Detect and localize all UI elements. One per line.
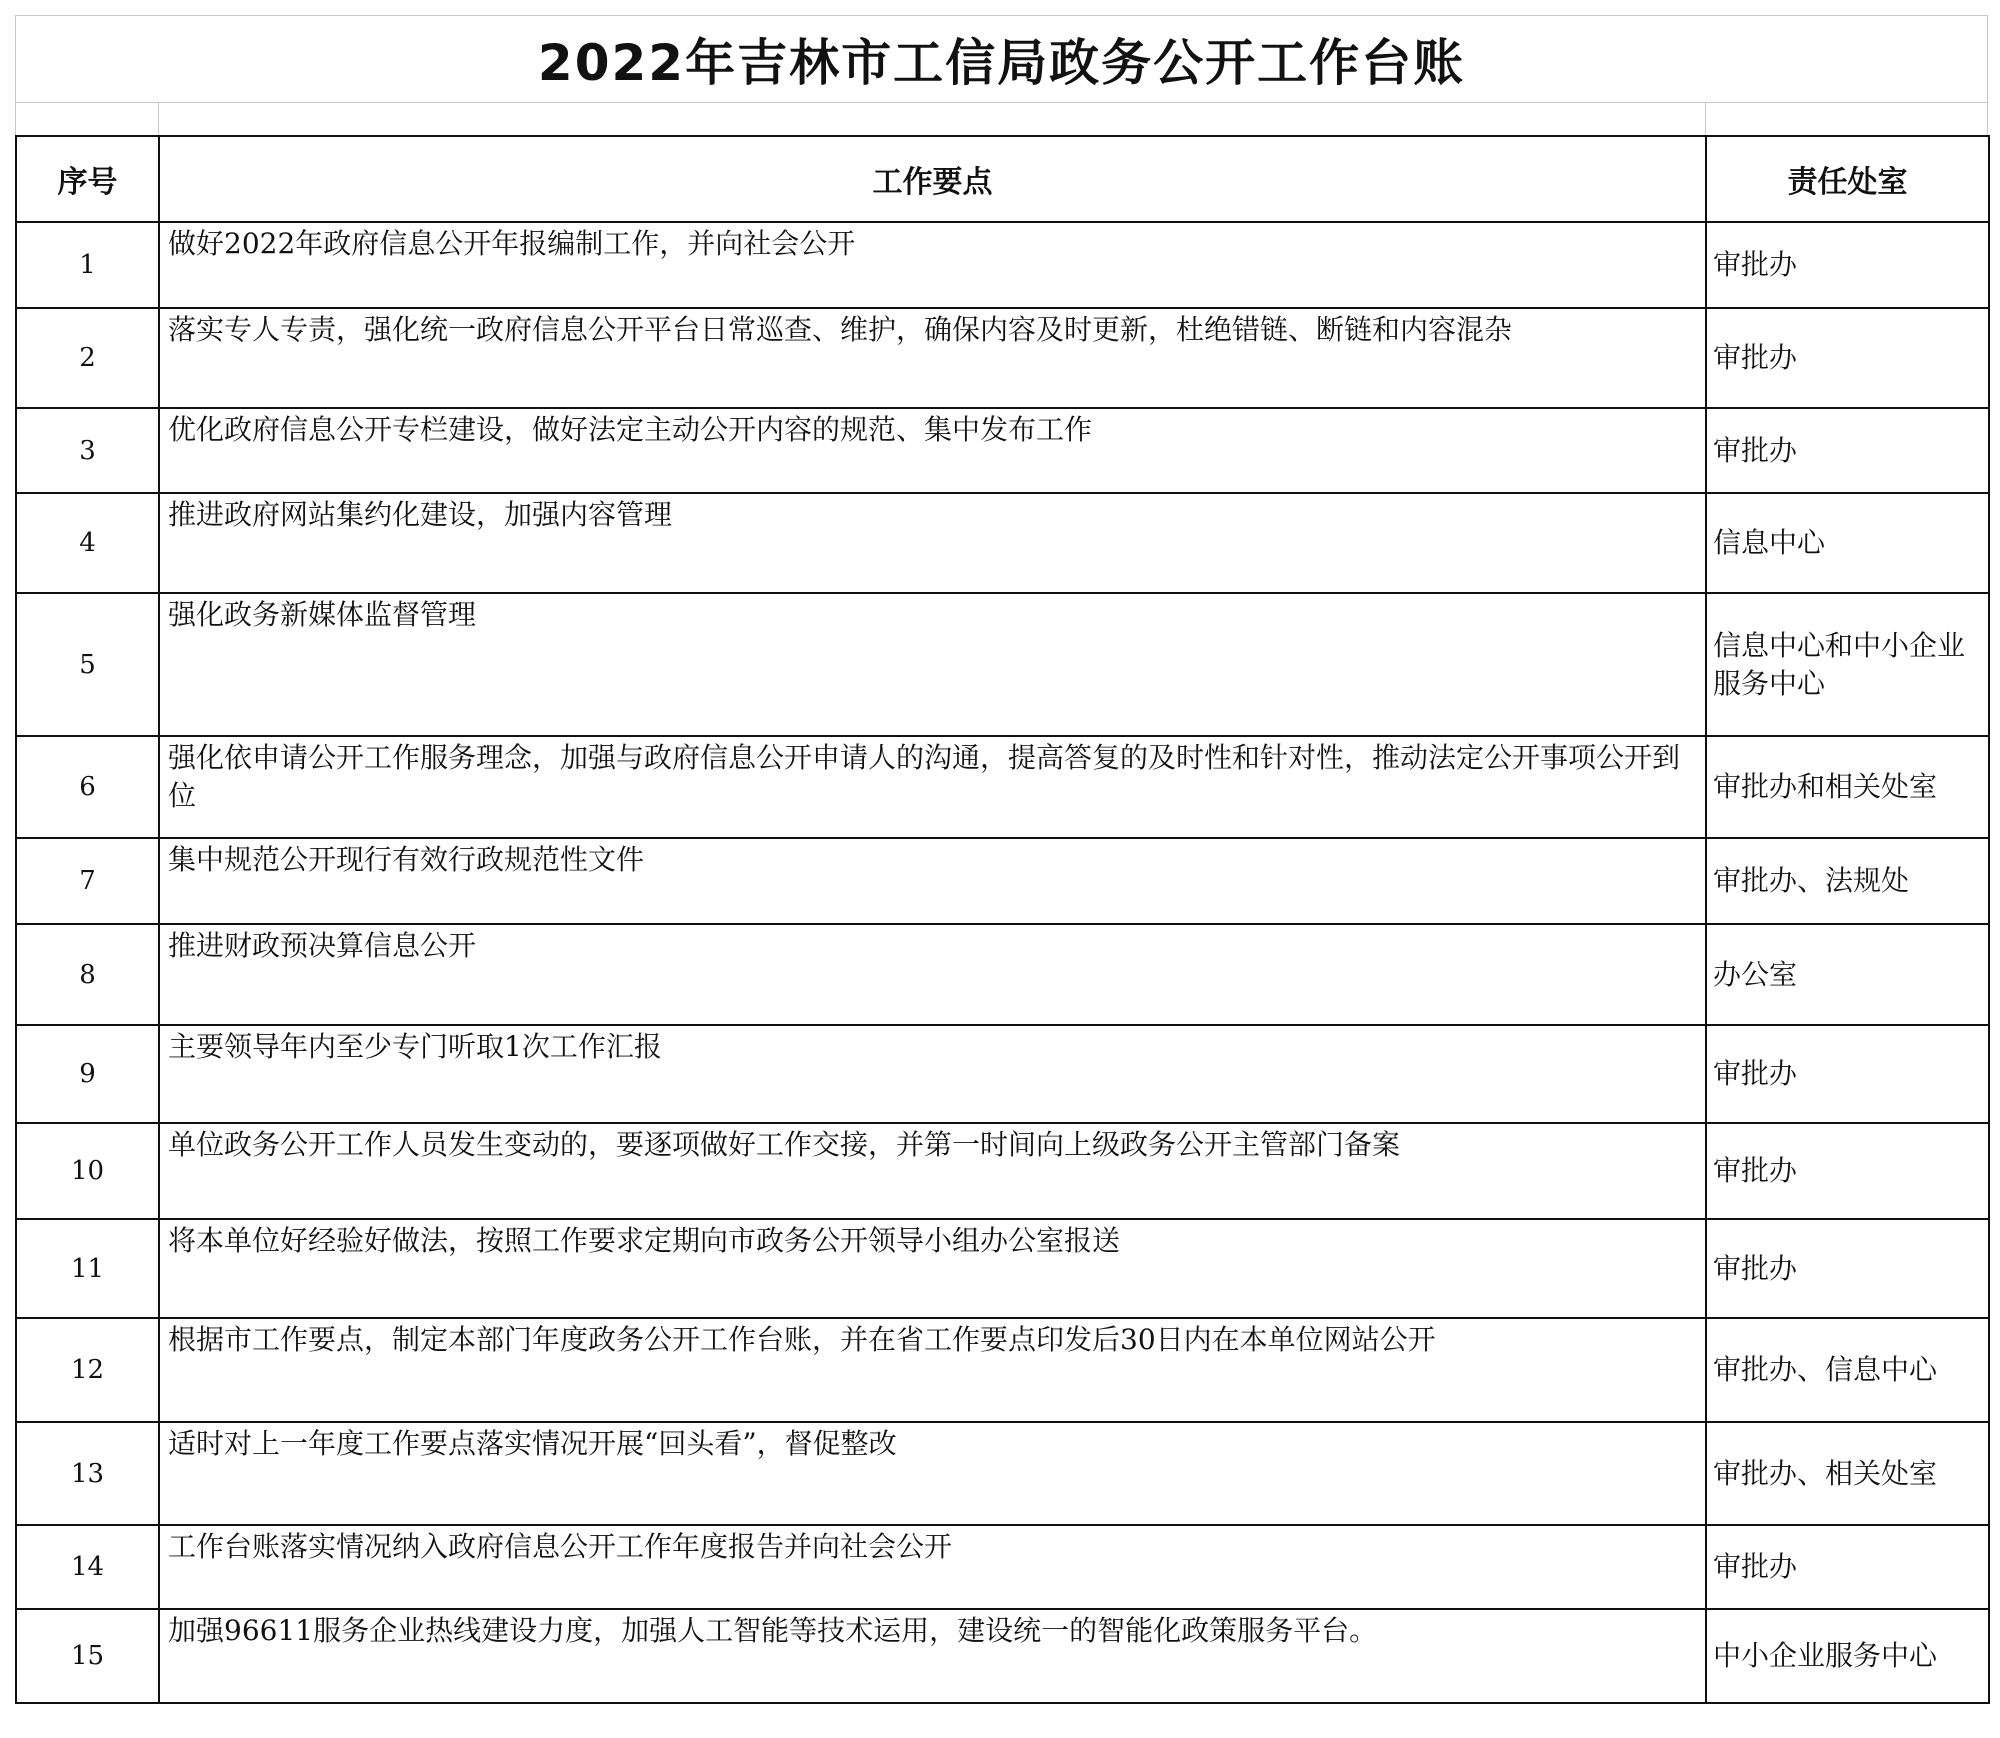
row-number: 11 [16,1219,159,1318]
work-item: 工作台账落实情况纳入政府信息公开工作年度报告并向社会公开 [159,1525,1706,1609]
work-item: 主要领导年内至少专门听取1次工作汇报 [159,1025,1706,1123]
responsible-dept: 审批办、信息中心 [1706,1318,1989,1422]
row-number: 12 [16,1318,159,1422]
work-item: 强化政务新媒体监督管理 [159,593,1706,736]
table-row [16,1422,1989,1525]
work-item: 单位政务公开工作人员发生变动的，要逐项做好工作交接，并第一时间向上级政务公开主管部门备案 [159,1123,1706,1219]
table-row [16,1318,1989,1422]
table-row [16,838,1989,924]
work-item: 将本单位好经验好做法，按照工作要求定期向市政务公开领导小组办公室报送 [159,1219,1706,1318]
title-row [15,15,1988,102]
table-row [16,1609,1989,1703]
table-row [16,308,1989,408]
work-item: 落实专人专责，强化统一政府信息公开平台日常巡查、维护，确保内容及时更新，杜绝错链、断链和内容混杂 [159,308,1706,408]
responsible-dept: 审批办 [1706,1525,1989,1609]
header-row [16,136,1989,222]
table-row [16,924,1989,1025]
work-item: 集中规范公开现行有效行政规范性文件 [159,838,1706,924]
work-item: 加强96611服务企业热线建设力度，加强人工智能等技术运用，建设统一的智能化政策服务平台。 [159,1609,1706,1703]
row-number: 6 [16,736,159,838]
table-row [16,493,1989,593]
spreadsheet [15,15,1988,1704]
table-row [16,1219,1989,1318]
responsible-dept: 审批办 [1706,222,1989,308]
table-row [16,408,1989,493]
work-item: 推进财政预决算信息公开 [159,924,1706,1025]
row-number: 1 [16,222,159,308]
header-no: 序号 [16,136,159,222]
responsible-dept: 审批办 [1706,308,1989,408]
row-number: 15 [16,1609,159,1703]
work-item: 推进政府网站集约化建设，加强内容管理 [159,493,1706,593]
header-item: 工作要点 [159,136,1706,222]
row-number: 9 [16,1025,159,1123]
work-item: 强化依申请公开工作服务理念，加强与政府信息公开申请人的沟通，提高答复的及时性和针对性，推动法定公开事项公开到位 [159,736,1706,838]
row-number: 13 [16,1422,159,1525]
responsible-dept: 中小企业服务中心 [1706,1609,1989,1703]
table-row [16,1123,1989,1219]
table-body [16,222,1989,1703]
table-row [16,1025,1989,1123]
work-item: 做好2022年政府信息公开年报编制工作，并向社会公开 [159,222,1706,308]
responsible-dept: 审批办和相关处室 [1706,736,1989,838]
responsible-dept: 办公室 [1706,924,1989,1025]
responsible-dept: 审批办、相关处室 [1706,1422,1989,1525]
table-row [16,222,1989,308]
responsible-dept: 信息中心和中小企业服务中心 [1706,593,1989,736]
responsible-dept: 信息中心 [1706,493,1989,593]
empty-cell [159,103,1706,135]
table-row [16,593,1989,736]
work-item: 优化政府信息公开专栏建设，做好法定主动公开内容的规范、集中发布工作 [159,408,1706,493]
page-title: 2022年吉林市工信局政务公开工作台账 [537,34,1466,92]
table-row [16,736,1989,838]
header-dept: 责任处室 [1706,136,1989,222]
row-number: 3 [16,408,159,493]
table-row [16,1525,1989,1609]
row-number: 7 [16,838,159,924]
empty-cell [1706,103,1989,135]
row-number: 5 [16,593,159,736]
work-item: 根据市工作要点，制定本部门年度政务公开工作台账，并在省工作要点印发后30日内在本单位网站公开 [159,1318,1706,1422]
empty-row [15,102,1988,135]
responsible-dept: 审批办 [1706,1123,1989,1219]
row-number: 8 [16,924,159,1025]
responsible-dept: 审批办 [1706,408,1989,493]
responsible-dept: 审批办 [1706,1025,1989,1123]
responsible-dept: 审批办 [1706,1219,1989,1318]
row-number: 2 [16,308,159,408]
empty-cell [16,103,159,135]
row-number: 4 [16,493,159,593]
work-item: 适时对上一年度工作要点落实情况开展“回头看”，督促整改 [159,1422,1706,1525]
responsible-dept: 审批办、法规处 [1706,838,1989,924]
row-number: 10 [16,1123,159,1219]
work-table [15,135,1990,1704]
row-number: 14 [16,1525,159,1609]
